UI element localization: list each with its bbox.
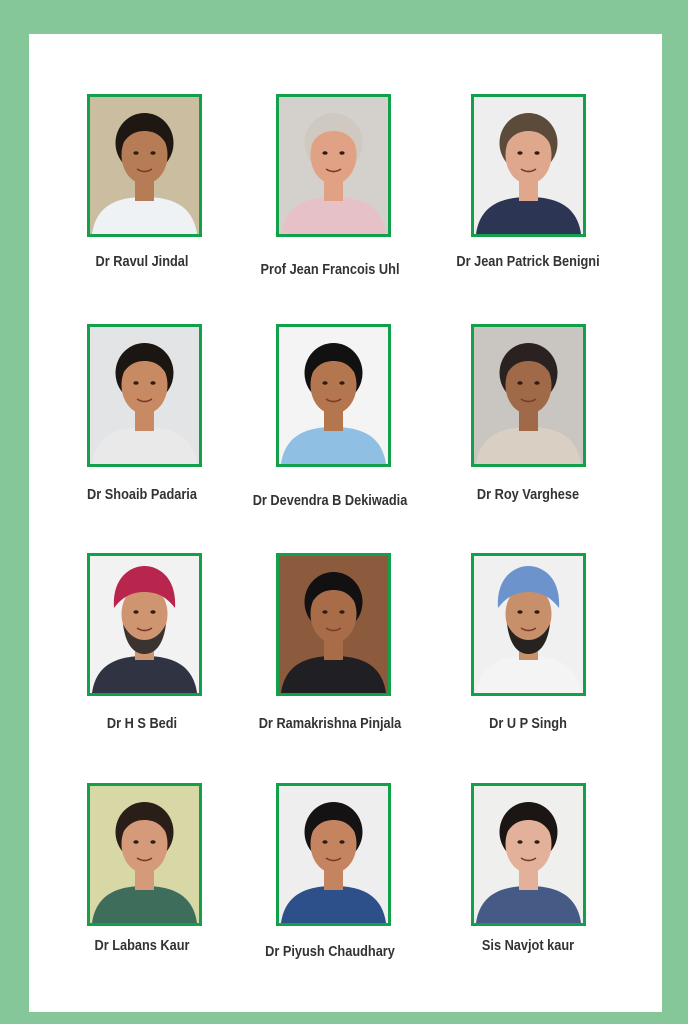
content-panel (29, 34, 662, 1012)
portrait-illustration (279, 786, 388, 923)
portrait-illustration (90, 97, 199, 234)
portrait-illustration (474, 97, 583, 234)
portrait-illustration (279, 97, 388, 234)
profile-name: Dr Ramakrishna Pinjala (258, 716, 402, 732)
portrait-illustration (474, 327, 583, 464)
profile-name: Dr Shoaib Padaria (87, 487, 197, 503)
portrait-illustration (279, 327, 388, 464)
profile-name: Dr H S Bedi (106, 716, 178, 732)
profile-photo (87, 94, 202, 237)
portrait-illustration (474, 556, 583, 693)
profile-name: Dr U P Singh (489, 716, 567, 732)
portrait-illustration (279, 556, 388, 693)
profile-name: Dr Jean Patrick Benigni (456, 254, 600, 270)
profile-name: Dr Roy Varghese (476, 487, 580, 503)
profile-photo (276, 553, 391, 696)
profile-name: Sis Navjot kaur (481, 938, 575, 954)
portrait-illustration (474, 786, 583, 923)
portrait-illustration (90, 556, 199, 693)
profile-photo (471, 324, 586, 467)
profile-name: Dr Piyush Chaudhary (265, 944, 395, 960)
profile-photo (471, 783, 586, 926)
profile-photo (276, 324, 391, 467)
profile-photo (471, 553, 586, 696)
profile-photo (87, 324, 202, 467)
profile-photo (87, 783, 202, 926)
profile-photo (471, 94, 586, 237)
profile-name: Prof Jean Francois Uhl (260, 262, 400, 278)
profile-photo (276, 94, 391, 237)
portrait-illustration (90, 786, 199, 923)
profile-name: Dr Devendra B Dekiwadia (252, 493, 408, 509)
portrait-illustration (90, 327, 199, 464)
profile-photo (276, 783, 391, 926)
profile-photo (87, 553, 202, 696)
profile-name: Dr Ravul Jindal (95, 254, 189, 270)
profile-name: Dr Labans Kaur (94, 938, 190, 954)
